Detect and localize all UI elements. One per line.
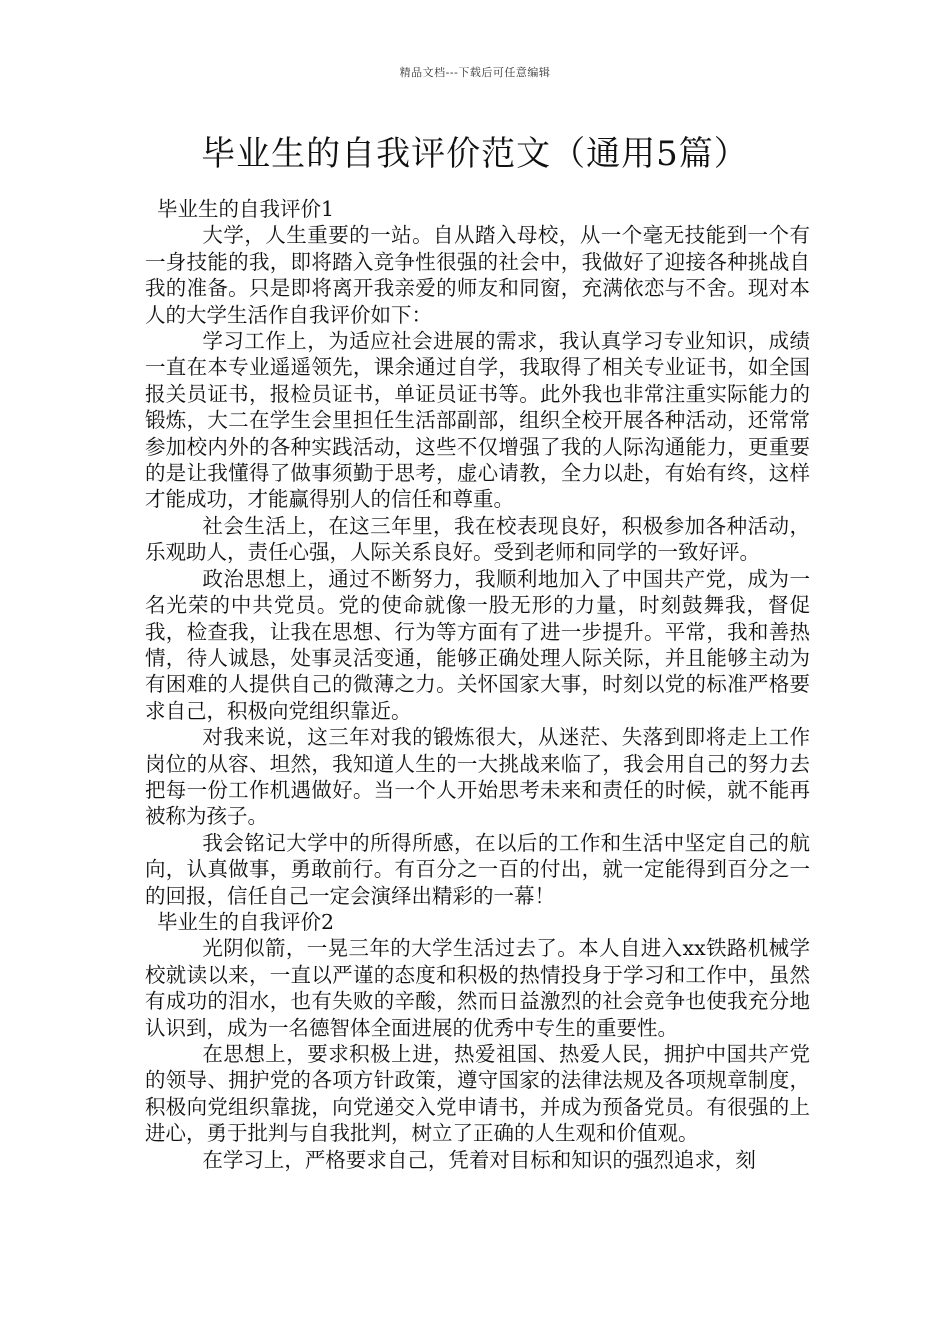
- section-1: [145, 196, 810, 909]
- paragraph: 学习工作上，为适应社会进展的需求，我认真学习专业知识，成绩一直在本专业遥遥领先，课余通过自学，我取得了相关专业证书，如全国报关员证书，报检员证书，单证员证书等。此外我也非常注重实际能力的锻炼，大二在学生会里担任生活部副部，组织全校开展各种活动，还常常参加校内外的各种实践活动，这些不仅增强了我的人际沟通能力，更重要的是让我懂得了做事须勤于思考，虚心请教，全力以赴，有始有终，这样才能成功，才能赢得别人的信任和尊重。: [145, 329, 810, 512]
- section-heading: 毕业生的自我评价2: [157, 909, 335, 934]
- document-body: [145, 196, 810, 1173]
- paragraph: 在学习上，严格要求自己，凭着对目标和知识的强烈追求，刻: [202, 1147, 756, 1172]
- paragraph: 在思想上，要求积极上进，热爱祖国、热爱人民，拥护中国共产党的领导、拥护党的各项方针政策，遵守国家的法律法规及各项规章制度，积极向党组织靠拢，向党递交入党申请书，并成为预备党员。有很强的上进心，勇于批判与自我批判，树立了正确的人生观和价值观。: [145, 1042, 810, 1146]
- paragraph: 光阴似箭，一晃三年的大学生活过去了。本人自进入xx铁路机械学校就读以来，一直以严谨的态度和积极的热情投身于学习和工作中，虽然有成功的泪水，也有失败的辛酸，然而日益激烈的社会竞争也使我充分地认识到，成为一名德智体全面进展的优秀中专生的重要性。: [145, 936, 810, 1040]
- document-title: 毕业生的自我评价范文（通用5篇）: [201, 134, 749, 174]
- paragraph: 我会铭记大学中的所得所感，在以后的工作和生活中坚定自己的航向，认真做事，勇敢前行。有百分之一百的付出，就一定能得到百分之一的回报，信任自己一定会演绎出精彩的一幕！: [145, 830, 810, 908]
- section-2: [145, 909, 810, 1173]
- section-heading: 毕业生的自我评价1: [157, 197, 335, 221]
- header-note: 精品文档---下载后可任意编辑: [399, 66, 551, 79]
- paragraph: 大学，人生重要的一站。自从踏入母校，从一个毫无技能到一个有一身技能的我，即将踏入竞争性很强的社会中，我做好了迎接各种挑战自我的准备。只是即将离开我亲爱的师友和同窗，充满依恋与不舍。现对本人的大学生活作自我评价如下：: [145, 223, 810, 327]
- paragraph: 政治思想上，通过不断努力，我顺利地加入了中国共产党，成为一名光荣的中共党员。党的使命就像一股无形的力量，时刻鼓舞我，督促我，检查我，让我在思想、行为等方面有了进一步提升。平常，我和善热情，待人诚恳，处事灵活变通，能够正确处理人际关际，并且能够主动为有困难的人提供自己的微薄之力。关怀国家大事，时刻以党的标准严格要求自己，积极向党组织靠近。: [145, 566, 810, 723]
- paragraph: 社会生活上，在这三年里，我在校表现良好，积极参加各种活动，乐观助人，责任心强，人际关系良好。受到老师和同学的一致好评。: [145, 513, 810, 565]
- paragraph: 对我来说，这三年对我的锻炼很大，从迷茫、失落到即将走上工作岗位的从容、坦然，我知道人生的一大挑战来临了，我会用自己的努力去把每一份工作机遇做好。当一个人开始思考未来和责任的时候，就不能再被称为孩子。: [145, 725, 810, 829]
